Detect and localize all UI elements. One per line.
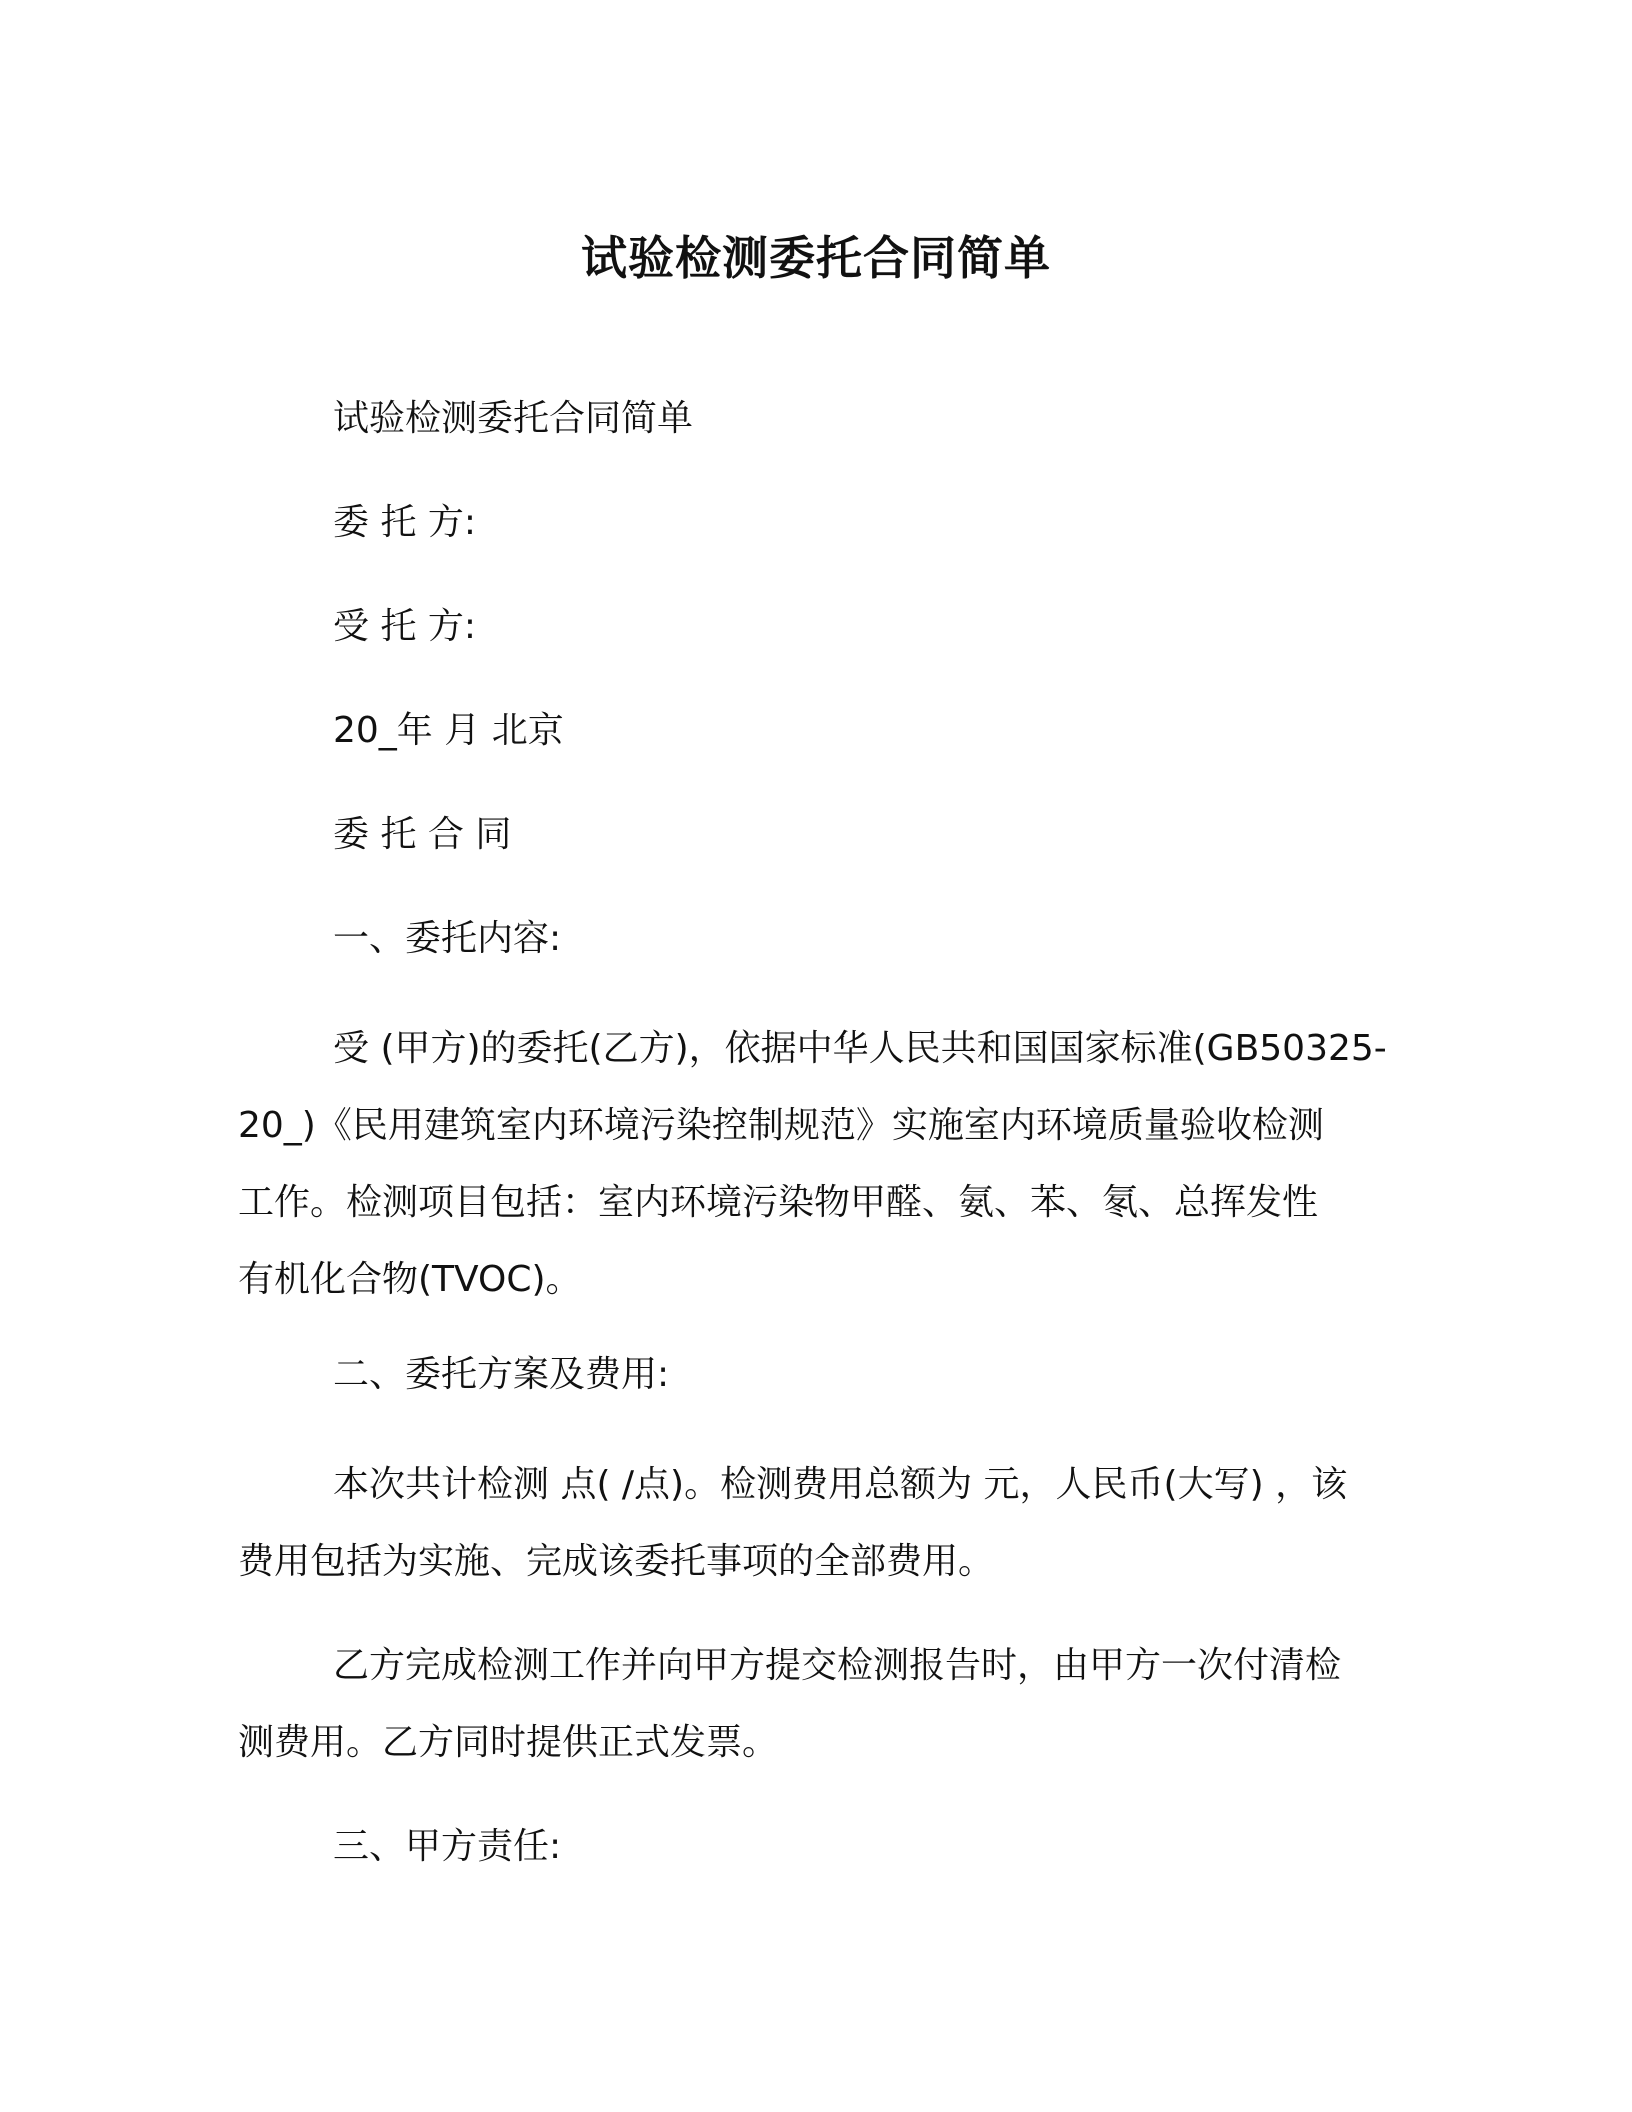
section1-paragraph-line: 工作。检测项目包括：室内环境污染物甲醛、氨、苯、氡、总挥发性 bbox=[238, 1182, 1319, 1223]
document-title: 试验检测委托合同简单 bbox=[581, 231, 1051, 285]
contract-heading: 委 托 合 同 bbox=[333, 814, 512, 855]
trustee-line: 受 托 方: bbox=[333, 606, 477, 647]
date-place-line: 20_年 月 北京 bbox=[333, 710, 564, 751]
section2-paragraph-line: 费用包括为实施、完成该委托事项的全部费用。 bbox=[238, 1541, 995, 1582]
section1-heading: 一、委托内容: bbox=[333, 918, 562, 959]
section1-paragraph-line: 受 (甲方)的委托(乙方)，依据中华人民共和国国家标准(GB50325- bbox=[333, 1028, 1387, 1069]
subtitle-line: 试验检测委托合同简单 bbox=[333, 398, 694, 439]
section2-paragraph-line: 乙方完成检测工作并向甲方提交检测报告时，由甲方一次付清检 bbox=[333, 1645, 1342, 1686]
section3-heading: 三、甲方责任: bbox=[333, 1826, 562, 1867]
client-line: 委 托 方: bbox=[333, 502, 477, 543]
section2-heading: 二、委托方案及费用: bbox=[333, 1354, 670, 1395]
section2-paragraph-line: 本次共计检测 点( /点)。检测费用总额为 元，人民币(大写) ，该 bbox=[333, 1464, 1348, 1505]
section1-paragraph-line: 20_)《民用建筑室内环境污染控制规范》实施室内环境质量验收检测 bbox=[238, 1105, 1324, 1146]
section2-paragraph-line: 测费用。乙方同时提供正式发票。 bbox=[238, 1722, 779, 1763]
section1-paragraph-line: 有机化合物(TVOC)。 bbox=[238, 1259, 582, 1300]
